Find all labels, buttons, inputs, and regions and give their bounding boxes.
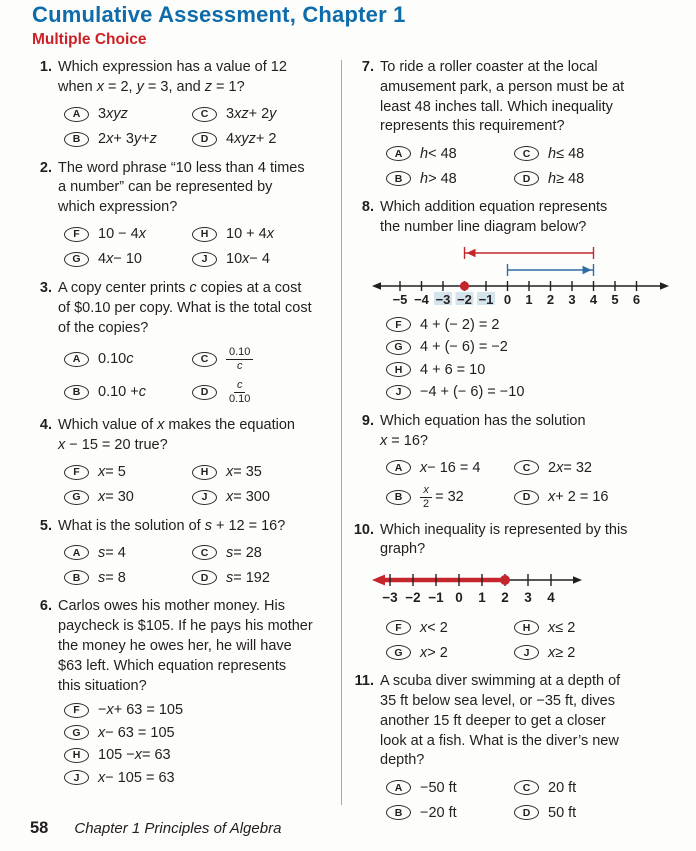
- question-4: [28, 416, 334, 510]
- choice-text: x < 2: [420, 619, 448, 636]
- choice-6-F: [64, 700, 334, 720]
- choice-letter-bubble: J: [386, 385, 411, 400]
- choices: [380, 775, 688, 825]
- choice-text: 105 − x = 63: [98, 747, 171, 764]
- choice-letter-bubble: F: [386, 620, 411, 635]
- choice-letter-bubble: A: [386, 780, 411, 795]
- choice-letter-bubble: C: [514, 780, 539, 795]
- choice-letter-bubble: A: [64, 352, 89, 367]
- choice-9-D: [514, 483, 688, 511]
- choice-text: 4 x − 10: [98, 251, 142, 268]
- choices: [58, 700, 334, 788]
- choice-text: h > 48: [420, 170, 457, 187]
- choice-text: 0.10 + c: [98, 384, 146, 401]
- question-number: 7.: [361, 59, 374, 75]
- question-number: 5.: [39, 517, 52, 534]
- choice-letter-bubble: J: [192, 490, 217, 505]
- choice-3-A: [64, 345, 192, 373]
- choice-8-G: [386, 337, 688, 357]
- choice-7-C: [514, 144, 688, 164]
- choice-5-D: [192, 568, 334, 588]
- choice-letter-bubble: D: [192, 570, 217, 585]
- choice-text: x = 30: [98, 489, 134, 506]
- svg-text:−2: −2: [457, 291, 472, 306]
- choice-text: h < 48: [420, 145, 457, 162]
- number-line-svg: [370, 564, 586, 606]
- question-5: [28, 517, 334, 591]
- question-text: A copy center prints c copies at a cost of $0.10 per copy. What is the total cost of the copies?: [58, 279, 312, 336]
- page-footer: [30, 819, 281, 838]
- choice-text: 4 + (− 6) = −2: [420, 339, 508, 356]
- choice-6-H: [64, 745, 334, 765]
- choice-7-D: [514, 169, 688, 189]
- choice-9-A: [386, 458, 514, 478]
- choice-letter-bubble: F: [64, 465, 89, 480]
- choices: [380, 141, 688, 191]
- question-1: [28, 58, 334, 152]
- choice-letter-bubble: G: [64, 490, 89, 505]
- choice-letter-bubble: G: [386, 645, 411, 660]
- choice-text: 4 + (− 2) = 2: [420, 316, 500, 333]
- choice-letter-bubble: G: [386, 340, 411, 355]
- choice-1-A: [64, 104, 192, 124]
- choice-1-B: [64, 129, 192, 149]
- choice-11-C: [514, 778, 688, 798]
- choice-6-J: [64, 768, 334, 788]
- svg-text:−1: −1: [478, 291, 494, 306]
- choice-letter-bubble: B: [386, 805, 411, 820]
- svg-text:3: 3: [524, 590, 532, 606]
- choice-letter-bubble: D: [192, 132, 217, 147]
- choice-9-B: [386, 483, 514, 511]
- choice-4-F: [64, 462, 192, 482]
- choice-3-C: [192, 345, 334, 373]
- choice-text: x > 2: [420, 644, 448, 661]
- footer-chapter-title: Chapter 1 Principles of Algebra: [74, 820, 282, 837]
- choice-text: −20 ft: [420, 804, 457, 821]
- choice-2-J: [192, 249, 334, 269]
- number-line-diagram: [370, 564, 688, 611]
- choice-letter-bubble: C: [192, 352, 217, 367]
- fraction: $\frac{x}{2}$: [420, 484, 432, 510]
- svg-text:4: 4: [547, 590, 555, 606]
- choices: [380, 315, 688, 403]
- question-number: 6.: [39, 598, 52, 615]
- choice-letter-bubble: D: [514, 171, 539, 186]
- choice-text: 3 xyz: [98, 106, 128, 123]
- choice-letter-bubble: A: [386, 460, 411, 475]
- choices: [58, 540, 334, 590]
- choice-1-D: [192, 129, 334, 149]
- choice-text: 50 ft: [548, 804, 577, 821]
- choice-letter-bubble: B: [386, 171, 411, 186]
- svg-text:2: 2: [546, 291, 555, 306]
- choice-text: s = 28: [226, 544, 262, 561]
- choice-text: [226, 345, 256, 373]
- question-10: [350, 521, 688, 666]
- question-text: Which expression has a value of 12 when x = 2, y = 3, and z = 1?: [58, 59, 287, 95]
- svg-text:−5: −5: [392, 291, 408, 306]
- choice-5-B: [64, 568, 192, 588]
- svg-text:1: 1: [525, 291, 533, 306]
- choice-2-F: [64, 224, 192, 244]
- svg-text:−2: −2: [405, 590, 421, 606]
- choice-3-D: [192, 378, 334, 406]
- choice-text: − x + 63 = 105: [98, 702, 184, 719]
- svg-text:0: 0: [455, 590, 463, 606]
- left-column: [28, 58, 334, 797]
- choice-4-G: [64, 487, 192, 507]
- choice-text: 2 x = 32: [548, 459, 592, 476]
- svg-text:4: 4: [589, 291, 598, 306]
- choices: [58, 102, 334, 152]
- choice-text: x − 105 = 63: [98, 769, 175, 786]
- right-column: [350, 58, 688, 832]
- choice-text: h ≥ 48: [548, 170, 585, 187]
- question-number: 11.: [354, 673, 374, 690]
- choice-8-F: [386, 315, 688, 335]
- choice-text: 10 x − 4: [226, 251, 270, 268]
- svg-text:−1: −1: [428, 590, 444, 606]
- choice-letter-bubble: D: [514, 805, 539, 820]
- choice-text: 4 xyz + 2: [226, 131, 277, 148]
- choice-text: x ≥ 2: [548, 644, 576, 661]
- choice-letter-bubble: A: [386, 146, 411, 161]
- choice-7-B: [386, 169, 514, 189]
- fraction: $\frac{0.10}{c}$: [226, 346, 253, 372]
- choice-6-G: [64, 723, 334, 743]
- choice-4-H: [192, 462, 334, 482]
- choice-2-G: [64, 249, 192, 269]
- question-number: 4.: [39, 416, 52, 433]
- choice-letter-bubble: B: [64, 132, 89, 147]
- question-3: [28, 279, 334, 409]
- question-text: A scuba diver swimming at a depth of 35 ft below sea level, or −35 ft, dives another 15 ft deeper to get a closer look at a fish. What is the diver’s new depth?: [380, 673, 621, 769]
- question-number: 1.: [39, 59, 52, 75]
- choice-text: x = 300: [226, 489, 270, 506]
- question-text: Carlos owes his mother money. His paycheck is $105. If he pays his mother the money he owes her, he will have $63 left. Which equation represents this situation?: [58, 598, 313, 694]
- choice-letter-bubble: H: [514, 620, 539, 635]
- choice-text: 20 ft: [548, 779, 577, 796]
- choice-11-D: [514, 803, 688, 823]
- choice-letter-bubble: A: [64, 545, 89, 560]
- choice-letter-bubble: J: [514, 645, 539, 660]
- page-title: Cumulative Assessment, Chapter 1: [32, 2, 406, 27]
- choice-letter-bubble: B: [64, 385, 89, 400]
- choice-text: x ≤ 2: [548, 619, 576, 636]
- choice-letter-bubble: A: [64, 107, 89, 122]
- question-9: [350, 412, 688, 514]
- column-divider: [341, 60, 342, 805]
- page-number: 58: [30, 819, 49, 837]
- choice-4-J: [192, 487, 334, 507]
- question-8: [350, 198, 688, 405]
- choice-8-J: [386, 382, 688, 402]
- choice-text: x = 5: [98, 464, 126, 481]
- choice-letter-bubble: H: [386, 362, 411, 377]
- choice-letter-bubble: G: [64, 252, 89, 267]
- choice-letter-bubble: F: [64, 703, 89, 718]
- choice-text: 10 + 4 x: [226, 226, 274, 243]
- choice-letter-bubble: C: [514, 460, 539, 475]
- choice-3-B: [64, 378, 192, 406]
- question-text: Which addition equation represents the number line diagram below?: [380, 199, 608, 235]
- choice-text: 10 − 4 x: [98, 226, 146, 243]
- choice-text: 3 xz + 2 y: [226, 106, 277, 123]
- question-text: What is the solution of s + 12 = 16?: [58, 517, 286, 534]
- choice-text: h ≤ 48: [548, 145, 585, 162]
- choice-letter-bubble: D: [192, 385, 217, 400]
- question-number: 9.: [361, 412, 374, 429]
- choice-letter-bubble: G: [64, 725, 89, 740]
- choice-text: 2 x + 3 y + z: [98, 131, 157, 148]
- question-number: 3.: [39, 279, 52, 296]
- choices: [380, 615, 688, 665]
- fraction: $\frac{c}{0.10}$: [229, 379, 251, 405]
- choices: [380, 455, 688, 513]
- question-text: The word phrase “10 less than 4 times a number” can be represented by which expression?: [58, 159, 305, 216]
- choice-letter-bubble: C: [192, 107, 217, 122]
- choice-10-H: [514, 618, 688, 638]
- choice-letter-bubble: H: [192, 227, 217, 242]
- svg-text:6: 6: [632, 291, 641, 306]
- question-text: To ride a roller coaster at the local amusement park, a person must be at least 48 inches tall. Which inequality represents this requirement?: [380, 59, 625, 135]
- choices: [58, 342, 334, 409]
- choice-11-B: [386, 803, 514, 823]
- choice-text: x + 2 = 16: [548, 489, 609, 506]
- question-number: 8.: [361, 199, 374, 216]
- choice-letter-bubble: H: [192, 465, 217, 480]
- choice-9-C: [514, 458, 688, 478]
- choice-letter-bubble: C: [514, 146, 539, 161]
- svg-text:−4: −4: [414, 291, 429, 306]
- choice-1-C: [192, 104, 334, 124]
- choice-2-H: [192, 224, 334, 244]
- choice-7-A: [386, 144, 514, 164]
- number-line-svg: [370, 242, 672, 306]
- question-text: Which inequality is represented by this graph?: [380, 521, 628, 558]
- choice-text: s = 8: [98, 569, 126, 586]
- choice-text: [226, 378, 256, 406]
- choice-text: $\frac{x}{2}$ = 32: [420, 483, 464, 511]
- choice-10-G: [386, 643, 514, 663]
- svg-text:5: 5: [611, 291, 619, 306]
- choice-letter-bubble: H: [64, 748, 89, 763]
- choice-5-C: [192, 543, 334, 563]
- question-number: 2.: [39, 159, 52, 176]
- choice-letter-bubble: B: [64, 570, 89, 585]
- question-text: Which value of x makes the equation x − 15 = 20 true?: [58, 416, 295, 453]
- question-text: Which equation has the solution x = 16?: [380, 412, 586, 449]
- question-11: [350, 672, 688, 825]
- question-7: [350, 58, 688, 191]
- question-6: [28, 597, 334, 790]
- choice-letter-bubble: F: [386, 317, 411, 332]
- section-heading: Multiple Choice: [32, 31, 147, 48]
- svg-text:0: 0: [503, 291, 512, 306]
- choice-letter-bubble: B: [386, 490, 411, 505]
- choice-11-A: [386, 778, 514, 798]
- choice-text: 4 + 6 = 10: [420, 361, 486, 378]
- question-number: 10.: [353, 521, 374, 538]
- choice-10-J: [514, 643, 688, 663]
- choice-10-F: [386, 618, 514, 638]
- choice-letter-bubble: C: [192, 545, 217, 560]
- choice-text: x − 16 = 4: [420, 459, 481, 476]
- question-2: [28, 159, 334, 272]
- svg-text:−3: −3: [382, 590, 398, 606]
- choices: [58, 222, 334, 272]
- choice-8-H: [386, 360, 688, 380]
- choice-text: x = 35: [226, 464, 262, 481]
- choice-letter-bubble: J: [192, 252, 217, 267]
- svg-text:−3: −3: [435, 291, 451, 306]
- choices: [58, 460, 334, 510]
- choice-5-A: [64, 543, 192, 563]
- choice-text: −50 ft: [420, 779, 457, 796]
- choice-text: 0.10 c: [98, 351, 134, 368]
- svg-text:3: 3: [568, 291, 576, 306]
- choice-text: −4 + (− 6) = −10: [420, 384, 525, 401]
- number-line-diagram: [370, 242, 688, 311]
- choice-text: s = 4: [98, 544, 126, 561]
- svg-text:2: 2: [501, 590, 509, 606]
- choice-letter-bubble: D: [514, 490, 539, 505]
- choice-text: x − 63 = 105: [98, 724, 175, 741]
- choice-letter-bubble: F: [64, 227, 89, 242]
- svg-text:1: 1: [478, 590, 486, 606]
- choice-text: s = 192: [226, 569, 270, 586]
- choice-letter-bubble: J: [64, 770, 89, 785]
